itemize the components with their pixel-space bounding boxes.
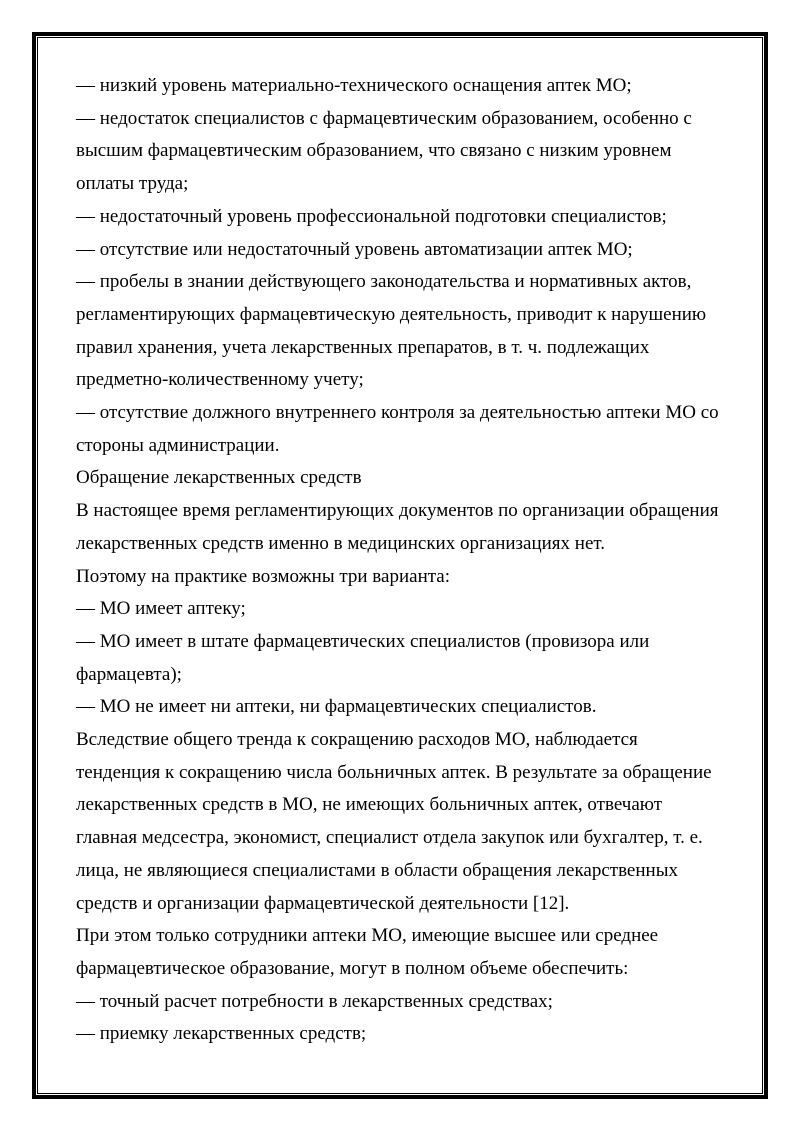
text-line: лекарственных средств именно в медицинских организациях нет.: [76, 532, 606, 554]
text-line: — МО не имеет ни аптеки, ни фармацевтических специалистов.: [76, 696, 597, 718]
text-line: Вследствие общего тренда к сокращению расходов МО, наблюдается: [76, 729, 638, 751]
text-line: средств и организации фармацевтической деятельности [12].: [76, 892, 570, 914]
document-body: [76, 70, 736, 1051]
section-heading: Обращение лекарственных средств: [76, 467, 362, 489]
text-line: фармацевта);: [76, 663, 182, 685]
text-line: — недостаток специалистов с фармацевтическим образованием, особенно с: [76, 107, 692, 129]
text-line: лица, не являющиеся специалистами в области обращения лекарственных: [76, 859, 678, 881]
text-line: регламентирующих фармацевтическую деятельность, приводит к нарушению: [76, 303, 707, 325]
text-line: — МО имеет аптеку;: [76, 598, 246, 620]
text-line: — отсутствие или недостаточный уровень автоматизации аптек МО;: [76, 238, 633, 260]
text-line: высшим фармацевтическим образованием, что связано с низким уровнем: [76, 140, 672, 162]
text-line: — недостаточный уровень профессиональной подготовки специалистов;: [76, 205, 667, 227]
text-line: — МО имеет в штате фармацевтических специалистов (провизора или: [76, 630, 650, 652]
text-line: стороны администрации.: [76, 434, 280, 456]
text-line: предметно-количественному учету;: [76, 369, 364, 391]
text-line: правил хранения, учета лекарственных препаратов, в т. ч. подлежащих: [76, 336, 650, 358]
text-line: — низкий уровень материально-технического оснащения аптек МО;: [76, 75, 632, 96]
text-line: фармацевтическое образование, могут в полном объеме обеспечить:: [76, 957, 629, 979]
text-line: — точный расчет потребности в лекарственных средствах;: [76, 990, 553, 1012]
text-line: — приемку лекарственных средств;: [76, 1023, 367, 1045]
text-line: лекарственных средств в МО, не имеющих больничных аптек, отвечают: [76, 794, 663, 816]
text-line: При этом только сотрудники аптеки МО, имеющие высшее или среднее: [76, 925, 659, 947]
text-line: тенденция к сокращению числа больничных аптек. В результате за обращение: [76, 761, 712, 783]
text-line: — отсутствие должного внутреннего контроля за деятельностью аптеки МО со: [76, 402, 719, 424]
text-line: оплаты труда;: [76, 173, 189, 195]
text-line: главная медсестра, экономист, специалист отдела закупок или бухгалтер, т. е.: [76, 827, 703, 849]
text-line: В настоящее время регламентирующих документов по организации обращения: [76, 500, 719, 522]
text-line: Поэтому на практике возможны три варианта:: [76, 565, 450, 587]
text-line: — пробелы в знании действующего законодательства и нормативных актов,: [76, 271, 692, 293]
